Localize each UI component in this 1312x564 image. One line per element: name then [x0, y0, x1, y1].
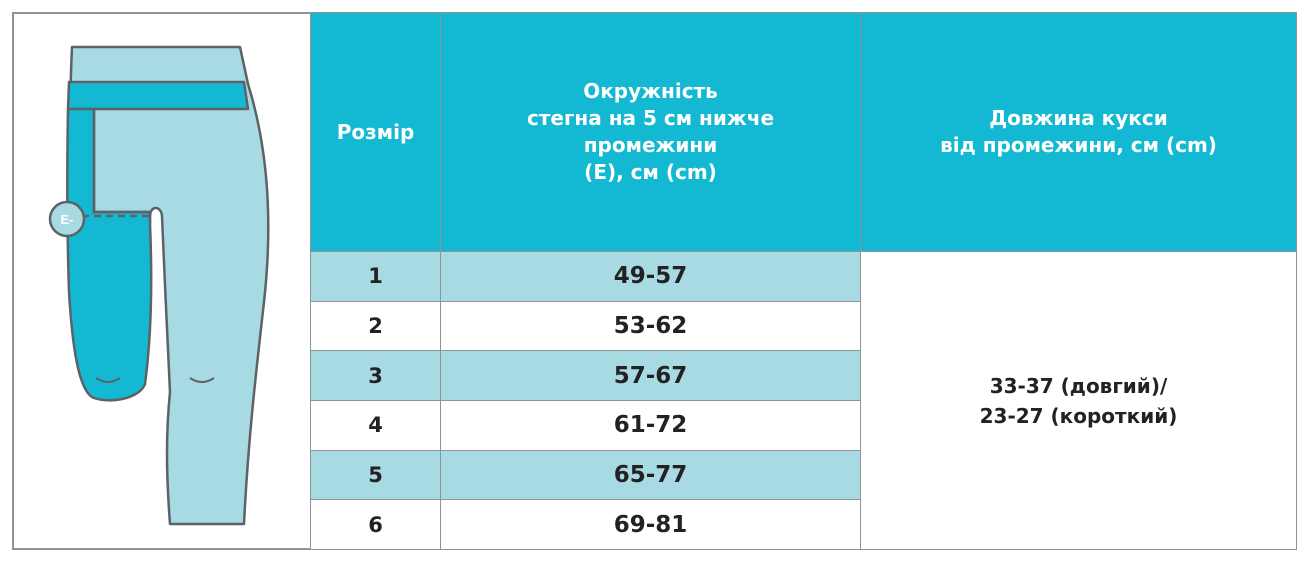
leg-diagram	[12, 12, 310, 550]
circumference-cell: 57-67	[441, 351, 861, 401]
size-cell: 3	[311, 351, 441, 401]
size-cell: 2	[311, 301, 441, 351]
table-header-row	[311, 13, 1297, 252]
stump-length-column-header: Довжина кукси від промежини, см (cm)	[861, 13, 1297, 252]
circumference-cell: 61-72	[441, 400, 861, 450]
size-cell: 6	[311, 500, 441, 550]
circumference-column-header: Окружність стегна на 5 см нижче промежини (E), см (cm)	[441, 13, 861, 252]
stump-length-cell: 33-37 (довгий)/ 23-27 (короткий)	[861, 252, 1297, 550]
circumference-cell: 65-77	[441, 450, 861, 500]
circumference-cell: 49-57	[441, 252, 861, 302]
size-column-header: Розмір	[311, 13, 441, 252]
table-row	[311, 252, 1297, 302]
measurement-marker-label: E-	[60, 212, 74, 227]
stump-measurement-illustration	[12, 12, 310, 550]
size-cell: 4	[311, 400, 441, 450]
size-chart-table	[310, 12, 1297, 550]
circumference-cell: 69-81	[441, 500, 861, 550]
size-cell: 1	[311, 252, 441, 302]
circumference-cell: 53-62	[441, 301, 861, 351]
waistband-shape	[68, 82, 248, 109]
size-cell: 5	[311, 450, 441, 500]
